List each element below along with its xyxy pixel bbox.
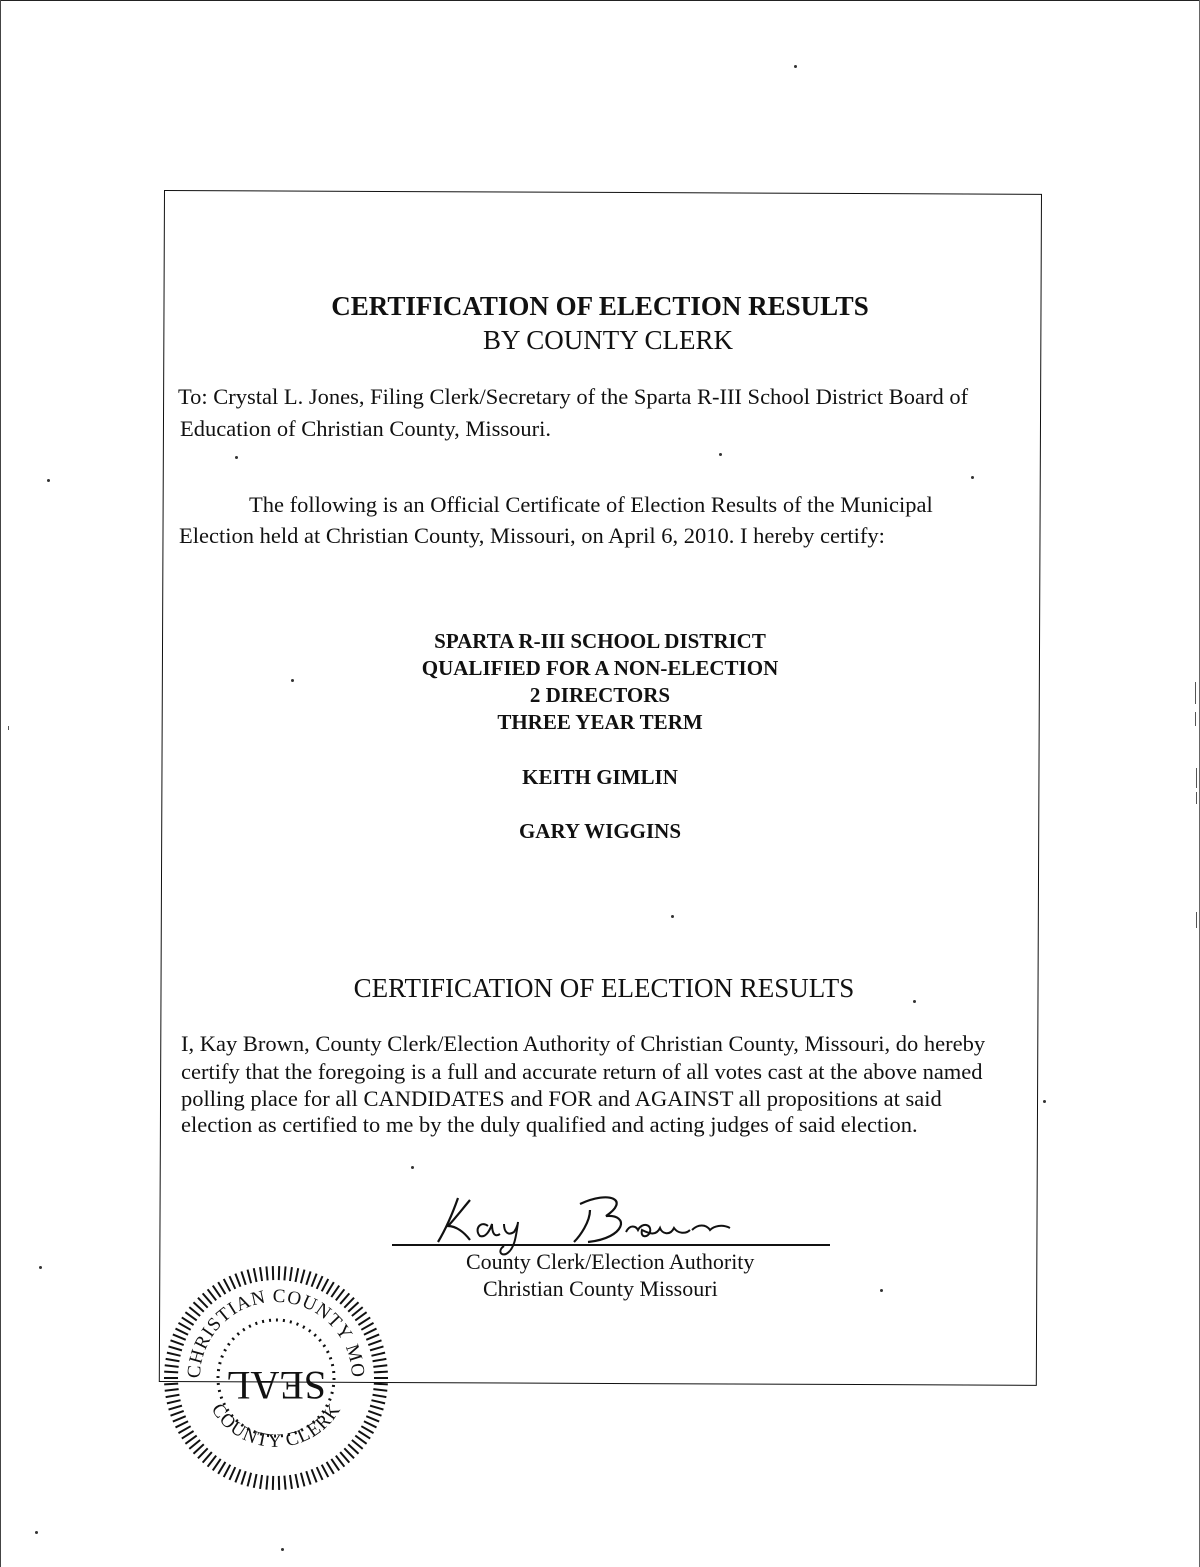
scan-speck bbox=[291, 679, 294, 682]
margin-mark bbox=[1195, 682, 1196, 704]
margin-mark bbox=[1196, 792, 1197, 804]
certification-line: election as certified to me by the duly qualified and acting judges of said election. bbox=[181, 1112, 918, 1137]
scan-speck bbox=[971, 476, 974, 479]
scan-speck bbox=[47, 479, 50, 482]
candidate-name: KEITH GIMLIN bbox=[522, 765, 678, 789]
candidate-name: GARY WIGGINS bbox=[518, 819, 682, 843]
scan-speck bbox=[1043, 1100, 1046, 1103]
addressee-line-1: To: Crystal L. Jones, Filing Clerk/Secretary of the Sparta R-III School District Board of bbox=[178, 384, 969, 409]
district-term: THREE YEAR TERM bbox=[497, 710, 703, 734]
scan-speck bbox=[281, 1548, 284, 1551]
certification-heading: CERTIFICATION OF ELECTION RESULTS bbox=[353, 973, 855, 1003]
handwritten-signature bbox=[430, 1180, 750, 1260]
margin-mark bbox=[1196, 768, 1197, 788]
margin-mark bbox=[1196, 912, 1197, 928]
district-name: SPARTA R-III SCHOOL DISTRICT bbox=[434, 629, 766, 653]
scan-speck bbox=[39, 1266, 42, 1269]
scan-speck bbox=[411, 1166, 414, 1169]
scan-speck bbox=[913, 1000, 916, 1003]
intro-line-2: Election held at Christian County, Missouri, on April 6, 2010. I hereby certify: bbox=[179, 523, 885, 548]
signer-title: County Clerk/Election Authority bbox=[466, 1249, 755, 1274]
district-status: QUALIFIED FOR A NON-ELECTION bbox=[421, 656, 779, 680]
scan-speck bbox=[794, 65, 797, 68]
certification-line: polling place for all CANDIDATES and FOR and AGAINST all propositions at said bbox=[181, 1086, 942, 1111]
signer-location: Christian County Missouri bbox=[483, 1276, 718, 1301]
document-subtitle: BY COUNTY CLERK bbox=[482, 325, 733, 355]
certification-line: certify that the foregoing is a full and accurate return of all votes cast at the above named bbox=[181, 1059, 983, 1084]
document-title: CERTIFICATION OF ELECTION RESULTS bbox=[331, 291, 869, 321]
scan-top-edge bbox=[0, 0, 1200, 11]
scan-speck bbox=[880, 1289, 883, 1292]
svg-text:SEAL: SEAL bbox=[226, 1363, 326, 1408]
intro-line-1: The following is an Official Certificate of Election Results of the Municipal bbox=[249, 492, 933, 517]
margin-mark bbox=[1195, 712, 1196, 726]
scan-speck bbox=[235, 456, 238, 459]
addressee-line-2: Education of Christian County, Missouri. bbox=[180, 416, 552, 441]
district-seats: 2 DIRECTORS bbox=[529, 683, 671, 707]
certification-line: I, Kay Brown, County Clerk/Election Authority of Christian County, Missouri, do hereby bbox=[181, 1031, 986, 1056]
svg-text:CHRISTIAN COUNTY MO: CHRISTIAN COUNTY MO bbox=[183, 1285, 369, 1379]
scan-speck bbox=[35, 1531, 38, 1534]
county-clerk-seal bbox=[160, 1262, 392, 1494]
signature-line bbox=[392, 1244, 830, 1246]
svg-text:COUNTY CLERK: COUNTY CLERK bbox=[206, 1399, 346, 1453]
scan-speck bbox=[719, 453, 722, 456]
scan-speck bbox=[671, 915, 674, 918]
margin-mark bbox=[8, 726, 9, 730]
